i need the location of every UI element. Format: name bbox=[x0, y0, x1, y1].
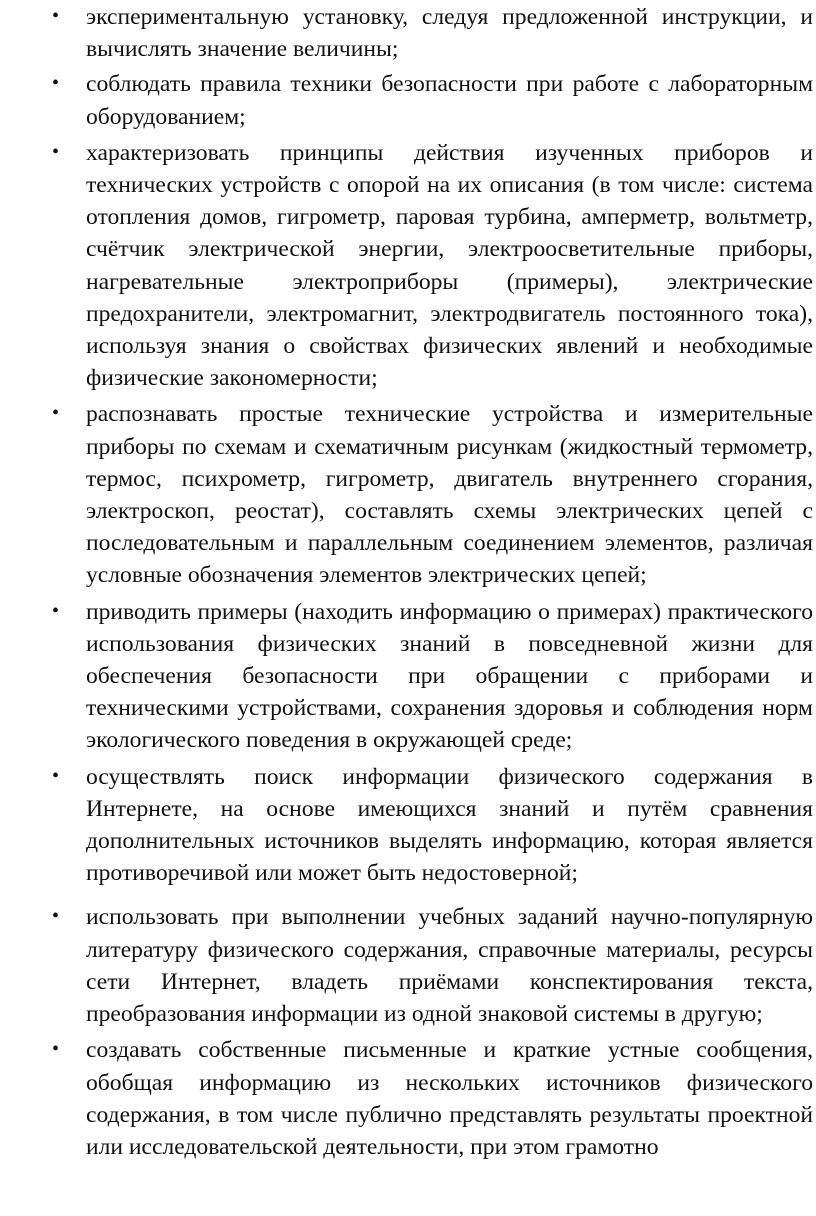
list-item-text: приводить примеры (находить информацию о примерах) практического использования физических знаний в повседневной жизни для обеспечения безопасности при обращении с приборами и техническими устройствами, сохранения здоровья и соблюдения норм экологического поведения в окружающей среде; bbox=[86, 598, 813, 754]
bullet-icon: • bbox=[52, 402, 60, 425]
list-item-text: распознавать простые технические устройства и измерительные приборы по схемам и схематичным рисункам (жидкостный термометр, термос, психрометр, гигрометр, двигатель внутреннего сгорания, электроскоп, реостат), составлять схемы электрических цепей с последовательным и параллельным соединением элементов, различая условные обозначения элементов электрических цепей; bbox=[86, 401, 813, 589]
list-item bbox=[0, 398, 816, 591]
list-item bbox=[0, 1034, 816, 1163]
list-item bbox=[0, 901, 816, 1030]
list-item-text: создавать собственные письменные и краткие устные сообщения, обобщая информацию из нескольких источников физического содержания, в том числе публично представлять результаты проектной или исследовательской деятельности, при этом грамотно bbox=[86, 1037, 813, 1160]
list-item-text: осуществлять поиск информации физического содержания в Интернете, на основе имеющихся знаний и путём сравнения дополнительных источников выделять информацию, которая является противоречивой или может быть недостоверной; bbox=[86, 763, 813, 887]
list-item-text: использовать при выполнении учебных заданий научно-популярную литературу физического содержания, справочные материалы, ресурсы сети Интернет, владеть приёмами конспектирования текста, преобразования информации из одной знаковой системы в другую; bbox=[86, 904, 813, 1028]
list-item bbox=[0, 596, 816, 757]
list-item bbox=[0, 137, 816, 395]
bullet-icon: • bbox=[52, 599, 60, 622]
bullet-icon: • bbox=[52, 140, 60, 163]
list-item bbox=[0, 761, 816, 890]
list-item-text: характеризовать принципы действия изученных приборов и технических устройств с опорой на их описания (в том числе: система отопления домов, гигрометр, паровая турбина, амперметр, вольтметр, счётчик электрической энергии, электроосветительные приборы, нагревательные электроприборы (примеры), электрические предохранители, электромагнит, электродвигатель постоянного тока), используя знания о свойствах физических явлений и необходимые физические закономерности; bbox=[86, 139, 813, 392]
list-item bbox=[0, 1, 816, 65]
list-item-text: соблюдать правила техники безопасности при работе с лабораторным оборудованием; bbox=[86, 71, 813, 130]
bullet-icon: • bbox=[52, 5, 60, 27]
bullet-icon: • bbox=[52, 72, 60, 95]
list-item bbox=[0, 68, 816, 132]
bullet-icon: • bbox=[52, 764, 60, 787]
bullet-icon: • bbox=[52, 905, 60, 928]
bullet-icon: • bbox=[52, 1038, 60, 1061]
list-item-text: экспериментальную установку, следуя предложенной инструкции, и вычислять значение величины; bbox=[86, 4, 813, 63]
